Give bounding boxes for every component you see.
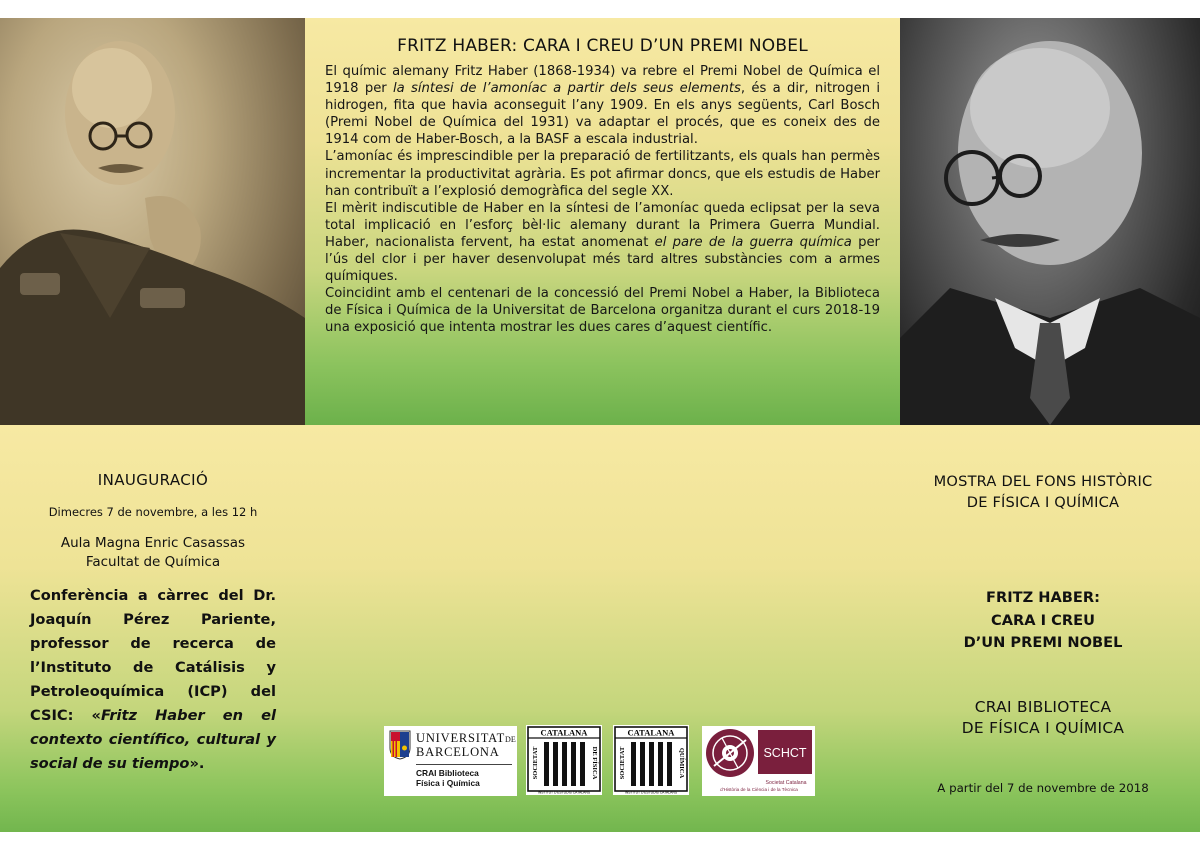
ub-logo-divider (416, 764, 512, 765)
ub-logo-crai-line-2: Física i Química (416, 778, 480, 788)
intro-p1-text-a: El químic alemany Fritz Haber (1868-1934) va rebre el Premi Nobel de Química el 1918 per (325, 64, 880, 97)
ub-logo-word-barcelona: BARCELONA (416, 744, 500, 759)
scf-logo-catalana: CATALANA (540, 727, 588, 738)
exhibition-venue-line-1: CRAI BIBLIOTECA (974, 697, 1112, 716)
inauguration-place (30, 534, 276, 572)
exhibition-collection-line-2: DE FÍSICA I QUÍMICA (966, 494, 1120, 511)
inauguration-column (30, 471, 276, 776)
intro-paragraph-4: Coincidint amb el centenari de la concessió del Premi Nobel a Haber, la Biblioteca de Física i Química de la Universitat de Barcelona organitza durant el curs 2018-19 una exposició que intenta mostrar les dues cares d’aquest científic. (325, 286, 880, 336)
schct-logo-drawing (702, 726, 815, 796)
exhibition-collection-line-1: MOSTRA DEL FONS HISTÒRIC (933, 473, 1153, 490)
exhibition-title-line-3: D’UN PREMI NOBEL (963, 634, 1123, 651)
intro-paragraph-3 (325, 200, 880, 285)
conference-title: Fritz Haber en el contexto científico, cultural y social de su tiempo (30, 707, 276, 772)
inauguration-date: Dimecres 7 de novembre, a les 12 h (48, 505, 258, 519)
schct-logo-abbreviation: SCHCT (763, 746, 807, 760)
schct-logo (702, 726, 815, 796)
exhibition-column (888, 471, 1198, 795)
ub-logo-wordmark (416, 732, 516, 759)
ub-logo-word-universitat: UNIVERSITAT (416, 730, 506, 745)
portrait-haber-uniform-drawing (0, 18, 305, 425)
intro-paragraph-2: L’amoníac és imprescindible per la preparació de fertilitzants, els quals han permès incrementar la productivitat agrària. Es pot afirmar doncs, que els estudis de Haber han contribuït a l’explosió demogràfica del segle XX. (325, 149, 880, 199)
portrait-haber-pince-nez (900, 18, 1200, 425)
scf-logo-drawing (526, 725, 602, 795)
schct-logo-name-1: Societat Catalana (765, 780, 807, 786)
intro-p3-text-b: per l’ús del clor i per haver desenvolupat més tard altres substàncies com a armes químiques. (325, 234, 880, 285)
intro-p3-text-a: El mèrit indiscutible de Haber en la síntesi de l’amoníac queda eclipsat per la seva total implicació en l’esforç bèl·lic alemany durant la Primera Guerra Mundial. Haber, nacionalista fervent, ha estat anomenat (325, 200, 880, 250)
scq-logo-catalana: CATALANA (627, 727, 675, 738)
portrait-haber-uniform (0, 18, 305, 425)
societat-catalana-fisica-logo (526, 725, 602, 795)
top-band (0, 18, 1200, 425)
ub-shield-icon (389, 730, 411, 760)
conference-text-b: ». (189, 755, 205, 772)
intro-panel (305, 18, 900, 425)
exhibition-title (888, 587, 1198, 655)
intro-paragraph-1 (325, 63, 880, 148)
scq-logo-societat: SOCIETAT (619, 746, 626, 780)
inauguration-place-line-1: Aula Magna Enric Casassas (60, 535, 246, 551)
scq-logo-footer: INSTITUT D'ESTUDIS CATALANS (624, 790, 678, 795)
ub-logo-wordmark-line-1 (416, 732, 516, 746)
ub-logo-header (389, 730, 516, 760)
bottom-band (0, 425, 1200, 832)
conference-text-a: Conferència a càrrec del Dr. Joaquín Pérez Pariente, professor de recerca de l’Instituto de Catálisis y Petroleoquímica (ICP) del CSIC: « (30, 587, 276, 724)
intro-title: FRITZ HABER: CARA I CREU D’UN PREMI NOBEL (397, 36, 808, 56)
scf-logo-footer: INSTITUT D'ESTUDIS CATALANS (537, 790, 591, 795)
scf-logo-side: DE FÍSICA (591, 746, 598, 780)
exhibition-venue (888, 697, 1198, 740)
scq-logo-side: QUÍMICA (678, 747, 685, 779)
exhibition-title-line-1: FRITZ HABER: (986, 589, 1100, 606)
universitat-barcelona-logo (384, 726, 517, 796)
ub-logo-crai (416, 768, 512, 788)
exhibition-venue-line-2: DE FÍSICA I QUÍMICA (961, 719, 1125, 737)
inauguration-place-line-2: Facultat de Química (85, 554, 221, 570)
scq-logo-drawing (613, 725, 689, 795)
portrait-haber-pince-nez-drawing (900, 18, 1200, 425)
exhibition-start-date: A partir del 7 de novembre de 2018 (937, 780, 1149, 795)
schct-logo-name-2: d'Història de la Ciència i de la Tècnica (720, 787, 798, 792)
intro-p3-emphasis: el pare de la guerra química (654, 234, 852, 250)
scf-logo-societat: SOCIETAT (532, 746, 539, 780)
intro-p1-text-b: , és a dir, nitrogen i hidrogen, fita que havia aconseguit l’any 1909. En els anys següents, Carl Bosch (Premi Nobel de Química del 1931) va adaptar el procés, que es coneix des de 1914 com de Haber-Bosch, a la BASF a escala industrial. (325, 81, 881, 148)
ub-logo-word-de: DE (505, 734, 516, 744)
intro-p1-emphasis: la síntesi de l’amoníac a partir dels seus elements (393, 81, 741, 97)
exhibition-title-line-2: CARA I CREU (991, 611, 1095, 629)
exhibition-collection (888, 471, 1198, 513)
societat-catalana-quimica-logo (613, 725, 689, 795)
ub-logo-crai-line-1: CRAI Biblioteca (416, 768, 479, 778)
conference-description (30, 584, 276, 776)
inauguration-title: INAUGURACIÓ (97, 471, 209, 489)
